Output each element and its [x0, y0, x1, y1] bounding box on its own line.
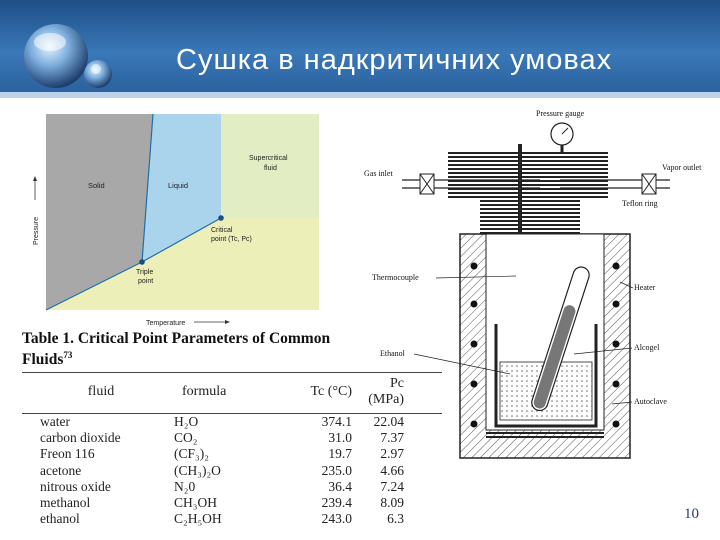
fluid-cell: Freon 116 [40, 446, 95, 462]
tc-cell: 31.0 [328, 430, 352, 446]
fluid-cell: acetone [40, 462, 82, 478]
table-row [22, 479, 442, 495]
tc-cell: 235.0 [321, 462, 352, 478]
pc-cell: 6.3 [387, 511, 404, 527]
solid-label: Solid [88, 181, 105, 190]
formula-cell: N₂0 [174, 478, 196, 494]
autoclave-diagram [350, 104, 720, 464]
critical-point-label: Critical [211, 227, 233, 234]
alcogel-label: Alcogel [634, 343, 660, 352]
tc-cell: 239.4 [321, 495, 352, 511]
gas-inlet-label: Gas inlet [364, 169, 393, 178]
formula-cell: C₂H₅OH [174, 511, 222, 527]
table-title-line1: Table 1. Critical Point Parameters of Common [22, 330, 331, 347]
pc-cell: 7.37 [380, 430, 404, 446]
fluid-cell: carbon dioxide [40, 430, 121, 446]
supercritical-label-2: fluid [264, 165, 277, 172]
tc-cell: 19.7 [328, 446, 352, 462]
formula-cell: CH₃OH [174, 495, 217, 511]
globe-logo-icon [14, 12, 124, 96]
autoclave-label: Autoclave [634, 397, 667, 406]
tc-cell: 243.0 [321, 511, 352, 527]
page-number: 10 [684, 506, 699, 522]
slide-title: Сушка в надкритичних умовах [176, 44, 613, 76]
triple-point-label: Triple [136, 269, 154, 276]
table-title-line2: Fluids [22, 351, 64, 369]
ethanol-label: Ethanol [380, 349, 405, 358]
triple-point-label-2: point [138, 278, 154, 285]
critical-point-label-2: point (Tc, Pc) [211, 236, 252, 243]
teflon-ring-label: Teflon ring [622, 199, 658, 208]
autoclave-base [486, 430, 604, 438]
thermocouple-label: Thermocouple [372, 273, 419, 282]
x-axis-label: Temperature [146, 320, 186, 327]
formula-cell: H₂O [174, 414, 199, 429]
table-row [22, 495, 442, 511]
phase-plot-area [46, 114, 319, 310]
pc-cell: 22.04 [373, 414, 404, 429]
pressure-gauge-label: Pressure gauge [536, 109, 585, 118]
supercritical-label: Supercritical [249, 155, 288, 162]
vapor-outlet-label: Vapor outlet [662, 163, 702, 172]
critical-point-marker [218, 215, 224, 221]
header-pc: Pc (MPa) [352, 373, 442, 414]
header-tc: Tc (°C) [272, 373, 352, 414]
autoclave-lid [448, 152, 608, 200]
pc-cell: 2.97 [380, 446, 404, 462]
header-formula: formula [162, 373, 272, 414]
header-fluid: fluid [22, 373, 162, 414]
autoclave-flange [480, 200, 580, 234]
pc-cell: 8.09 [380, 495, 404, 511]
formula-cell: (CF₃)₂ [174, 446, 209, 462]
fluid-cell: water [40, 414, 70, 429]
phase-diagram [16, 110, 326, 330]
pc-cell: 7.24 [380, 478, 404, 494]
triple-point-marker [139, 259, 145, 265]
formula-cell: (CH₃)₂O [174, 462, 221, 478]
tc-cell: 36.4 [328, 478, 352, 494]
formula-cell: CO₂ [174, 430, 198, 446]
fluid-cell: ethanol [40, 511, 80, 527]
heater-label: Heater [634, 283, 656, 292]
pc-cell: 4.66 [380, 462, 404, 478]
y-axis-label: Pressure [33, 216, 40, 245]
tc-cell: 374.1 [321, 414, 352, 429]
liquid-label: Liquid [168, 181, 189, 190]
table-row [22, 511, 442, 527]
fluid-cell: nitrous oxide [40, 478, 111, 494]
table-title-ref: 73 [63, 350, 73, 360]
table-row [22, 463, 442, 479]
fluid-cell: methanol [40, 495, 91, 511]
